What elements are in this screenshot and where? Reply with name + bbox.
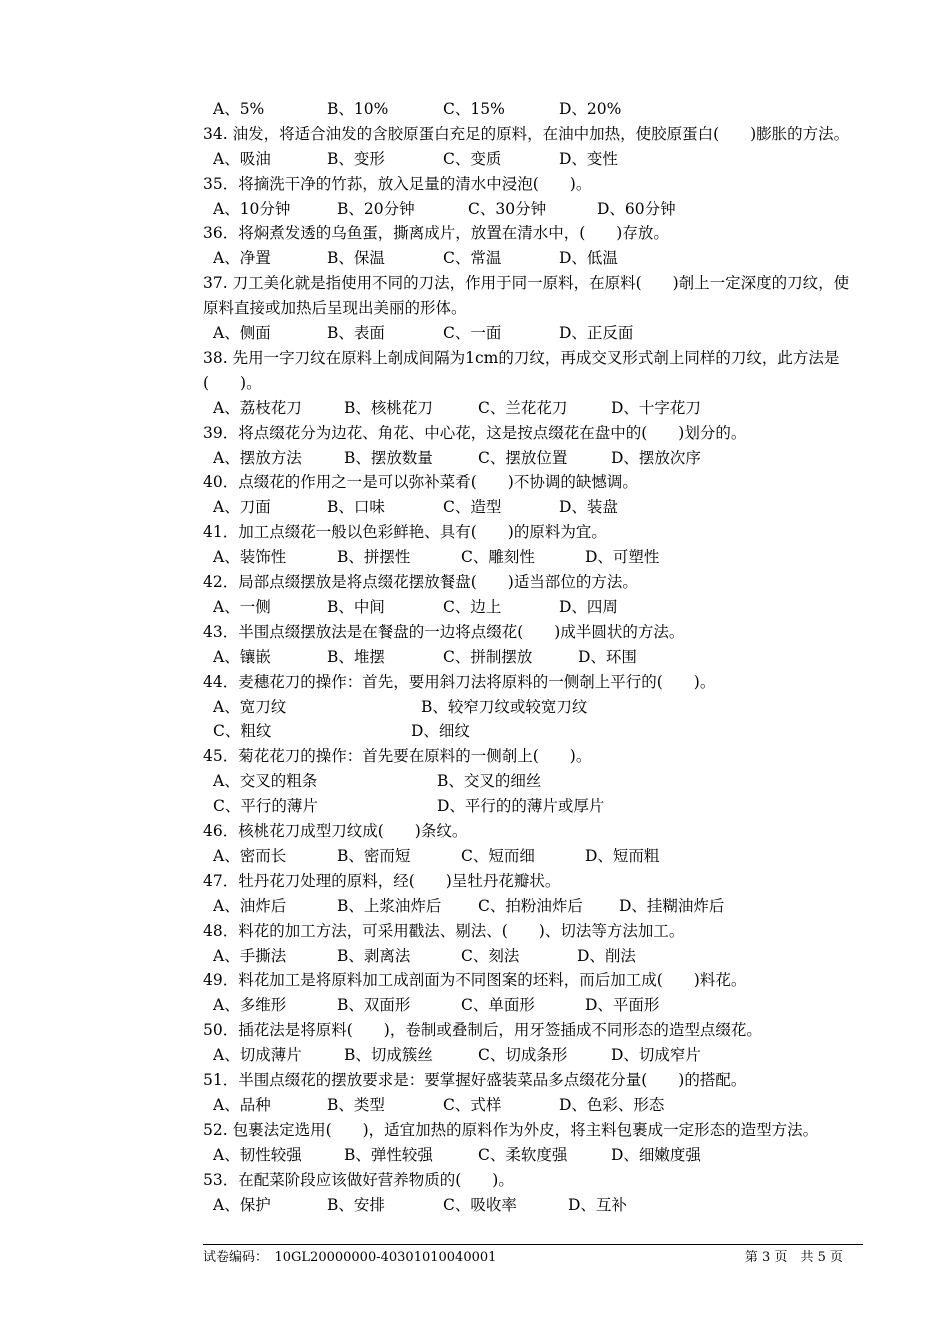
options-row [203,993,863,1018]
exam-code: 试卷编码： 10GL20000000-40301010040001 [203,1250,497,1265]
option-a: A、10分钟 [213,199,291,218]
option-b: B、变形 [327,149,385,168]
option-d: D、挂糊油炸后 [619,896,725,915]
question-text: 46．核桃花刀成型刀纹成( )条纹。 [203,822,468,841]
options-row [203,1043,863,1068]
option-d: D、摆放次序 [611,448,701,467]
option-a: A、保护 [213,1195,271,1214]
option-d: D、十字花刀 [611,398,701,417]
option-b: B、上浆油炸后 [337,896,442,915]
options-row [203,1093,863,1118]
option-d: D、削法 [577,946,636,965]
option-d: D、四周 [559,597,618,616]
option-d: D、正反面 [559,324,634,343]
option-d: D、互补 [568,1195,627,1214]
question-text: 38. 先用一字刀纹在原料上剞成间隔为1cm的刀纹，再成交叉形式剞上同样的刀纹，此方法是( )。 [203,348,840,392]
options-row [203,147,863,172]
option-b: B、拼摆性 [337,548,411,567]
options-row [203,769,863,794]
option-d: D、环围 [578,647,637,666]
option-c: C、切成条形 [478,1046,568,1065]
option-d: D、低温 [559,249,618,268]
option-d: D、色彩、形态 [559,1095,665,1114]
options-row [203,719,863,744]
option-b: B、表面 [327,324,385,343]
question-text: 51．半围点缀花的摆放要求是：要掌握好盛装菜品多点缀花分量( )的搭配。 [203,1071,747,1090]
option-d: D、细嫩度强 [611,1145,701,1164]
option-b: B、剥离法 [337,946,411,965]
option-b: B、安排 [327,1195,385,1214]
option-a: A、油炸后 [213,896,287,915]
question-text: 52. 包裹法定选用( )，适宜加热的原料作为外皮，将主料包裹成一定形态的造型方法。 [203,1120,819,1139]
question-text: 36．将焖煮发透的乌鱼蛋，撕离成片，放置在清水中，( )存放。 [203,224,669,243]
question-text: 42．局部点缀摆放是将点缀花摆放餐盘( )适当部位的方法。 [203,573,638,592]
option-b: B、20分钟 [337,199,415,218]
option-c: C、拼制摆放 [443,647,533,666]
option-a: C、粗纹 [213,722,272,741]
question-text: 49．料花加工是将原料加工成剖面为不同图案的坯料，而后加工成( )料花。 [203,971,747,990]
option-c: C、15% [443,100,505,118]
options-row [203,545,863,570]
question-text: 34. 油发，将适合油发的含胶原蛋白充足的原料，在油中加热，使胶原蛋白( )膨胀的方法。 [203,124,850,143]
options-row [203,1143,863,1168]
option-a: A、交叉的粗条 [213,772,318,791]
option-c: C、兰花花刀 [478,398,568,417]
options-row [203,495,863,520]
option-b: B、双面形 [337,996,411,1015]
options-row [203,844,863,869]
question-list [203,97,863,1217]
option-b: B、摆放数量 [344,448,433,467]
option-d: D、变性 [559,149,618,168]
option-a: A、手撕法 [213,946,287,965]
option-a: A、一侧 [213,597,271,616]
options-row [203,197,863,222]
options-row [203,645,863,670]
question-text: 43．半围点缀摆放法是在餐盘的一边将点缀花( )成半圆状的方法。 [203,622,685,641]
question-text: 47．牡丹花刀处理的原料，经( )呈牡丹花瓣状。 [203,871,561,890]
option-b: B、交叉的细丝 [437,772,542,791]
option-d: D、短而粗 [585,846,660,865]
question-text: 37. 刀工美化就是指使用不同的刀法，作用于同一原料，在原料( )剞上一定深度的刀纹，使原料直接或加热后呈现出美丽的形体。 [203,274,850,318]
option-d: D、20% [559,100,622,118]
question-text: 45．菊花花刀的操作：首先要在原料的一侧剞上( )。 [203,747,592,766]
option-c: C、拍粉油炸后 [478,896,583,915]
option-c: C、边上 [443,597,502,616]
options-row [203,246,863,271]
option-a: A、镶嵌 [213,647,271,666]
option-b: B、弹性较强 [344,1145,433,1164]
option-a: A、吸油 [213,149,271,168]
options-row [203,1193,863,1218]
question-text: 50．插花法是将原料( )，卷制或叠制后，用牙签插成不同形态的造型点缀花。 [203,1021,762,1040]
question-text: 40．点缀花的作用之一是可以弥补菜肴( )不协调的缺憾调。 [203,473,638,492]
option-b: B、口味 [327,498,385,517]
option-b: B、切成簇丝 [344,1046,433,1065]
option-c: C、吸收率 [443,1195,517,1214]
option-b: B、中间 [327,597,385,616]
option-d: D、60分钟 [597,199,676,218]
question-text: 41．加工点缀花一般以色彩鲜艳、具有( )的原料为宜。 [203,523,607,542]
option-b: B、类型 [327,1095,385,1114]
options-row [203,595,863,620]
options-row [203,944,863,969]
option-a: C、平行的薄片 [213,797,318,816]
option-d: D、平面形 [585,996,660,1015]
options-row [203,396,863,421]
page-number: 第 3 页 共 5 页 [744,1250,843,1265]
question-text: 53．在配菜阶段应该做好营养物质的( )。 [203,1170,514,1189]
option-a: A、多维形 [213,996,287,1015]
option-c: C、一面 [443,324,502,343]
option-a: A、侧面 [213,324,271,343]
option-b: B、保温 [327,249,385,268]
option-b: D、细纹 [411,722,470,741]
option-a: A、装饰性 [213,548,287,567]
option-c: C、柔软度强 [478,1145,568,1164]
option-b: B、较窄刀纹或较宽刀纹 [421,697,588,716]
option-c: C、摆放位置 [478,448,568,467]
option-d: D、可塑性 [585,548,660,567]
option-a: A、切成薄片 [213,1046,302,1065]
option-a: A、韧性较强 [213,1145,302,1164]
option-a: A、净置 [213,249,271,268]
option-a: A、摆放方法 [213,448,302,467]
option-b: B、10% [327,100,389,118]
options-row [203,894,863,919]
question-text: 44．麦穗花刀的操作：首先，要用斜刀法将原料的一侧剞上平行的( )。 [203,672,716,691]
option-c: C、造型 [443,498,502,517]
page-footer [203,1244,863,1271]
option-c: C、常温 [443,249,502,268]
option-c: C、刻法 [461,946,520,965]
options-row [203,794,863,819]
options-row [203,97,863,122]
question-text: 39．将点缀花分为边花、角花、中心花，这是按点缀花在盘中的( )划分的。 [203,423,747,442]
question-text: 48．料花的加工方法，可采用戳法、剔法、( )、切法等方法加工。 [203,921,685,940]
options-row [203,446,863,471]
options-row [203,695,863,720]
option-c: C、短而细 [461,846,535,865]
option-c: C、式样 [443,1095,502,1114]
option-c: C、变质 [443,149,502,168]
question-text: 35．将摘洗干净的竹荪，放入足量的清水中浸泡( )。 [203,174,592,193]
option-b: B、密而短 [337,846,411,865]
option-c: C、雕刻性 [461,548,535,567]
option-a: A、宽刀纹 [213,697,287,716]
option-d: D、装盘 [559,498,618,517]
option-c: C、单面形 [461,996,535,1015]
option-b: D、平行的的薄片或厚片 [437,797,605,816]
option-a: A、荔枝花刀 [213,398,302,417]
option-a: A、品种 [213,1095,271,1114]
option-d: D、切成窄片 [611,1046,701,1065]
option-b: B、堆摆 [327,647,385,666]
options-row [203,321,863,346]
option-a: A、5% [213,100,265,118]
option-a: A、密而长 [213,846,287,865]
option-b: B、核桃花刀 [344,398,433,417]
option-a: A、刀面 [213,498,271,517]
option-c: C、30分钟 [468,199,547,218]
